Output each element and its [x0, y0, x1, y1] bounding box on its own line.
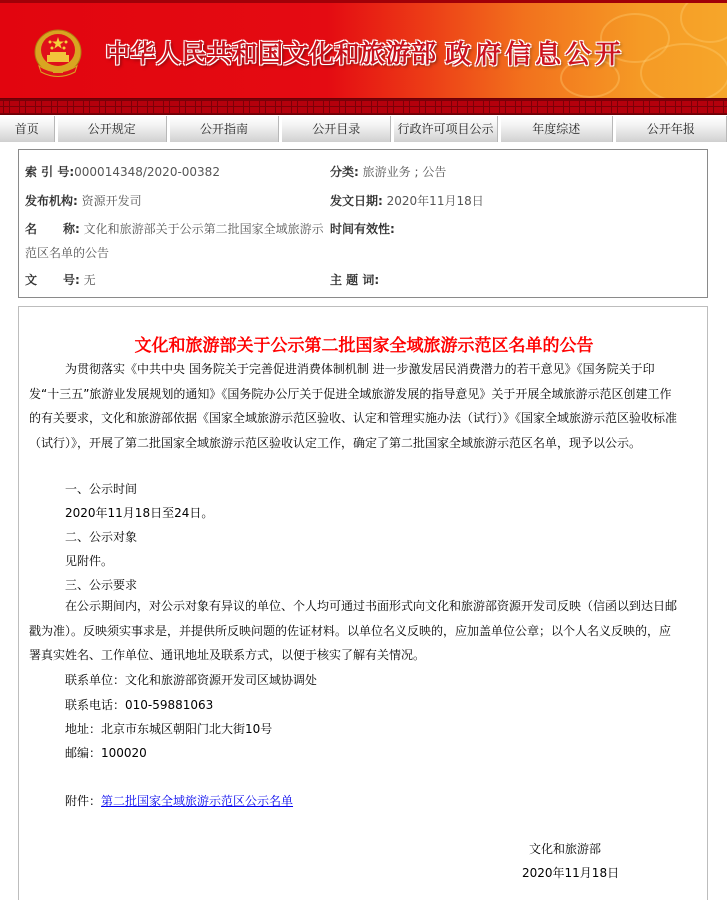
document-content [18, 306, 708, 900]
signature-org: 文化和旅游部 [529, 842, 602, 856]
document-metadata [18, 149, 708, 298]
meta-doc-no: 文 号: 无 [25, 273, 96, 287]
section-body-requirements: 在公示期间内，对公示对象有异议的单位、个人均可通过书面形式向文化和旅游部资源开发司反映（信函以到达日邮戳为准）。反映须实事求是，并提供所反映问题的佐证材料。以单位名义反映的，应加盖单位公章；以个人名义反映的，应署真实姓名、工作单位、通讯地址及联系方式，以便于核实了解有关情况。 [29, 599, 678, 662]
nav-annual-summary[interactable]: 年度综述 [501, 116, 613, 142]
section-heading-target: 二、公示对象 [65, 530, 138, 544]
section-body-time: 2020年11月18日至24日。 [65, 506, 214, 520]
greek-key-border [0, 98, 727, 115]
nav-home[interactable]: 首页 [0, 116, 55, 142]
site-title: 中华人民共和国文化和旅游部 [105, 39, 437, 68]
nav-annual-report[interactable]: 公开年报 [616, 116, 727, 142]
contact-phone: 联系电话：010-59881063 [65, 698, 214, 712]
section-body-target: 见附件。 [65, 554, 114, 568]
main-nav [0, 116, 727, 142]
section-heading-time: 一、公示时间 [65, 482, 138, 496]
nav-disclosure-guide[interactable]: 公开指南 [170, 116, 279, 142]
attachment [65, 792, 293, 809]
meta-name-cont: 范区名单的公告 [25, 246, 110, 260]
attachment-link[interactable]: 第二批国家全域旅游示范区公示名单 [101, 794, 294, 808]
contact-postcode: 邮编：100020 [65, 746, 147, 760]
meta-name: 名 称: 文化和旅游部关于公示第二批国家全域旅游示 [25, 222, 324, 236]
meta-publisher: 发布机构: 资源开发司 [25, 194, 142, 208]
document-title: 文化和旅游部关于公示第二批国家全域旅游示范区名单的公告 [134, 336, 594, 356]
meta-category: 分类: 旅游业务 ; 公告 [330, 165, 447, 179]
cloud-ornament [640, 43, 727, 99]
section-heading-requirements: 三、公示要求 [65, 578, 138, 592]
header-banner [0, 0, 727, 99]
attachment-label: 附件： [65, 794, 102, 808]
contact-unit: 联系单位：文化和旅游部资源开发司区域协调处 [65, 673, 318, 687]
nav-admin-license[interactable]: 行政许可项目公示 [394, 116, 497, 142]
nav-disclosure-rules[interactable]: 公开规定 [58, 116, 167, 142]
cloud-ornament [680, 0, 727, 43]
signature-date: 2020年11月18日 [522, 866, 620, 880]
meta-issue-date: 发文日期: 2020年11月18日 [330, 194, 484, 208]
national-emblem-icon [33, 28, 83, 80]
meta-index-no: 索 引 号:000014348/2020-00382 [25, 165, 220, 179]
meta-validity: 时间有效性: [330, 222, 395, 236]
intro-paragraph: 为贯彻落实《中共中央 国务院关于完善促进消费体制机制 进一步激发居民消费潜力的若干意见》《国务院关于印发“十三五”旅游业发展规划的通知》《国务院办公厅关于促进全域旅游发展的指导意见》关于开展全域旅游示范区创建工作的有关要求，文化和旅游部依据《国家全域旅游示范区验收、认定和管理实施办法（试行）》《国家全域旅游示范区验收标准（试行）》，开展了第二批国家全域旅游示范区验收认定工作，确定了第二批国家全域旅游示范区名单，现予以公示。 [29, 362, 678, 450]
nav-disclosure-catalog[interactable]: 公开目录 [282, 116, 391, 142]
contact-address: 地址：北京市东城区朝阳门北大街10号 [65, 722, 273, 736]
site-subtitle: 政府信息公开 [445, 40, 626, 70]
meta-keywords: 主 题 词: [330, 273, 380, 287]
